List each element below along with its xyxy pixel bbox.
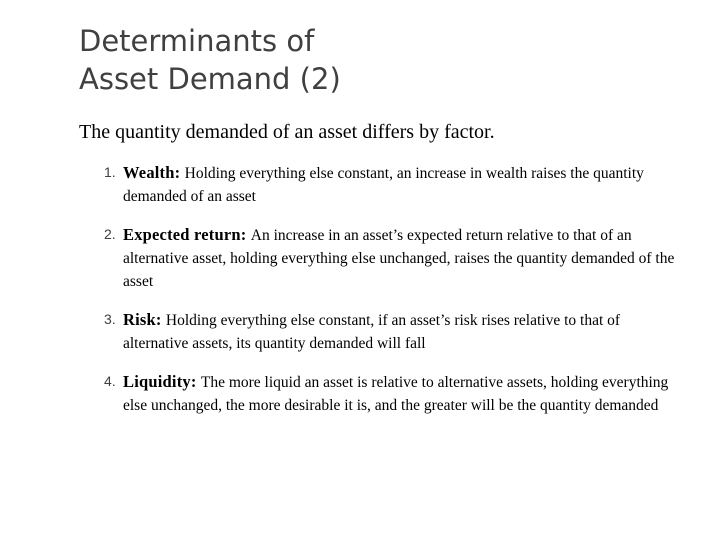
item-term: Liquidity: bbox=[123, 372, 201, 391]
item-term: Wealth: bbox=[123, 163, 185, 182]
item-description: Holding everything else constant, if an asset’s risk rises relative to that of alternative assets, its quantity demanded will fall bbox=[123, 312, 621, 352]
list-item-wealth bbox=[104, 161, 684, 208]
item-description: Holding everything else constant, an increase in wealth raises the quantity demanded of an asset bbox=[123, 165, 644, 205]
item-description: An increase in an asset’s expected return relative to that of an alternative asset, holding everything else unchanged, raises the quantity demanded of the asset bbox=[123, 227, 675, 290]
item-term: Risk: bbox=[123, 310, 166, 329]
list-item-liquidity bbox=[104, 370, 684, 417]
list-item-risk bbox=[104, 308, 684, 355]
item-term: Expected return: bbox=[123, 225, 251, 244]
item-number: 4. bbox=[104, 373, 116, 389]
item-number: 1. bbox=[104, 164, 116, 180]
list-item-expected-return bbox=[104, 223, 684, 293]
slide-title bbox=[79, 22, 341, 98]
item-description: The more liquid an asset is relative to alternative assets, holding everything else unchanged, the more desirable it is, and the greater will be the quantity demanded bbox=[123, 374, 669, 414]
slide-title-line-1: Determinants of bbox=[79, 24, 315, 58]
item-number: 2. bbox=[104, 226, 116, 242]
determinants-list bbox=[104, 161, 684, 432]
intro-text: The quantity demanded of an asset differs by factor. bbox=[79, 121, 495, 143]
item-number: 3. bbox=[104, 311, 116, 327]
slide-title-line-2: Asset Demand (2) bbox=[79, 62, 341, 96]
